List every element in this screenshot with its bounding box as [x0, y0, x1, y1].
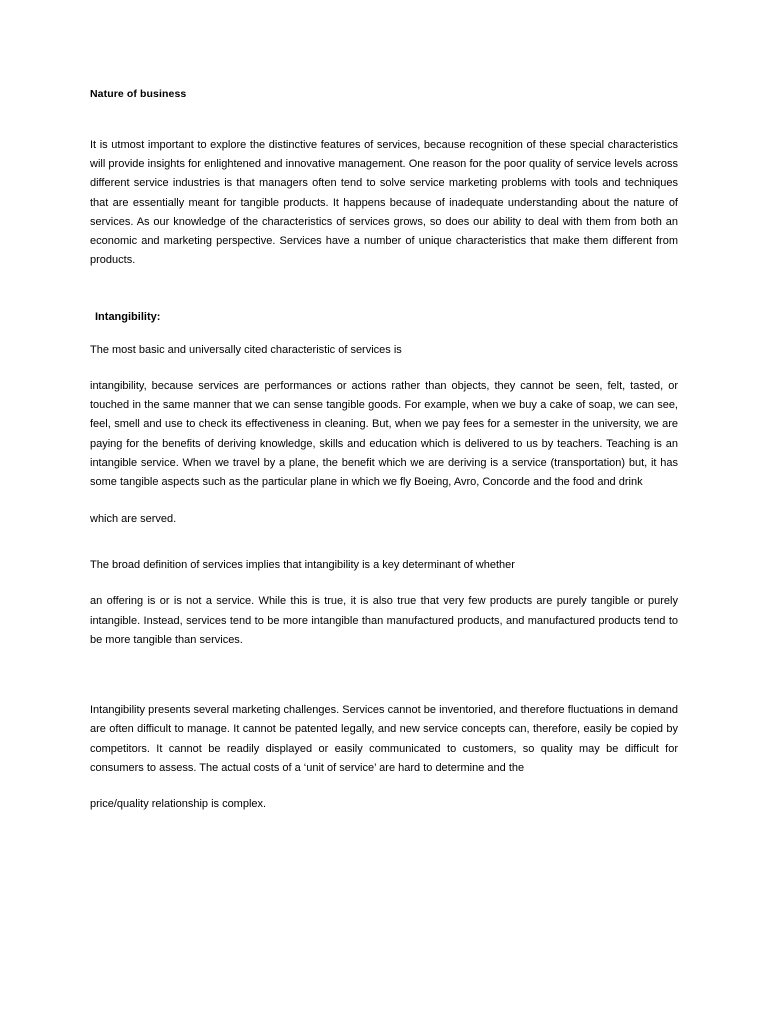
paragraph-intro: It is utmost important to explore the distinctive features of services, because recognition of these special characteristics will provide insights for enlightened and innovative management. One reason for the poor quality of service levels across different service industries is that managers often tend to solve service marketing problems with tools and techniques that are essentially meant for tangible products. It happens because of inadequate understanding about the nature of services. As our knowledge of the characteristics of services grows, so does our ability to deal with them from both an economic and marketing perspective. Services have a number of unique characteristics that make them different from products.	[90, 138, 678, 267]
document-body	[90, 88, 678, 815]
spacer	[90, 288, 678, 310]
paragraph-price-quality: price/quality relationship is complex.	[90, 798, 267, 811]
page-title: Nature of business	[90, 88, 187, 100]
paragraph-broad-definition: The broad definition of services implies that intangibility is a key determinant of whether	[90, 558, 515, 571]
paragraph-intangibility-body: intangibility, because services are performances or actions rather than objects, they cannot be seen, felt, tasted, or touched in the same manner that we can sense tangible goods. For example, when we buy a cake of soap, we can see, feel, smell and use to check its effectiveness in cleaning. But, when we pay fees for a semester in the university, we are paying for the benefits of deriving knowledge, skills and education which is delivered to us by teachers. Teaching is an intangible service. When we travel by a plane, the benefit which we are deriving is a service (transportation) but, it has some tangible aspects such as the particular plane in which we fly Boeing, Avro, Concorde and the food and drink	[90, 379, 678, 489]
paragraph-marketing-challenges: Intangibility presents several marketing challenges. Services cannot be inventoried, and therefore fluctuations in demand are often difficult to manage. It cannot be patented legally, and new service concepts can, therefore, easily be copied by competitors. It cannot be readily displayed or easily communicated to customers, so quality may be difficult for consumers to assess. The actual costs of a ‘unit of service’ are hard to determine and the	[90, 704, 678, 775]
spacer	[90, 667, 678, 701]
paragraph-offering-service: an offering is or is not a service. While this is true, it is also true that very few products are purely tangible or purely intangible. Instead, services tend to be more intangible than manufactured products, and manufactured products tend to be more tangible than services.	[90, 595, 678, 646]
spacer	[90, 546, 678, 556]
paragraph-intangibility-lead: The most basic and universally cited characteristic of services is	[90, 343, 402, 356]
section-heading-intangibility: Intangibility:	[95, 310, 161, 323]
paragraph-which-are-served: which are served.	[90, 512, 177, 525]
